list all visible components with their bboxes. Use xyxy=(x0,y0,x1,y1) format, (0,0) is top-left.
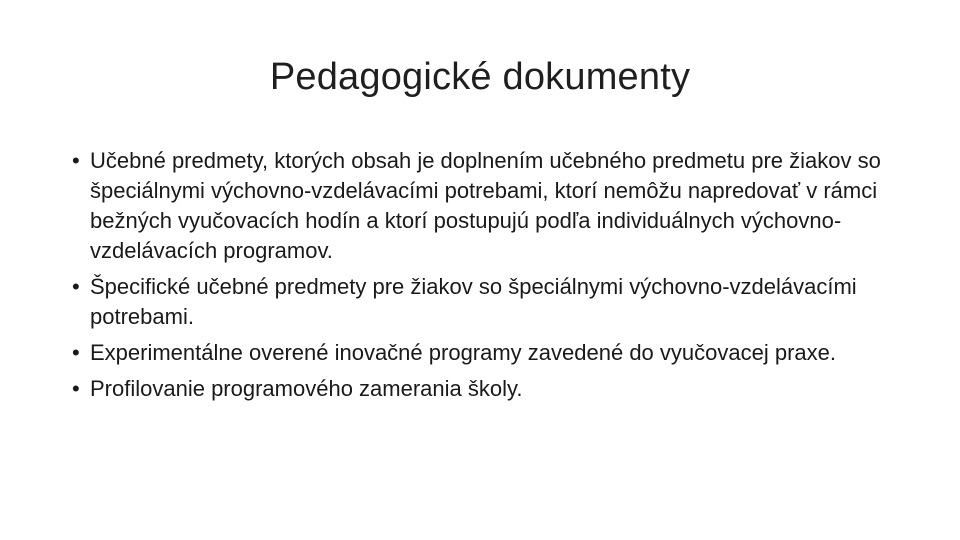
slide-title: Pedagogické dokumenty xyxy=(269,56,691,98)
bullet-dot-icon: • xyxy=(72,148,80,173)
bullet-item-3 xyxy=(72,338,902,368)
bullet-list xyxy=(72,146,902,404)
bullet-text-3: Experimentálne overené inovačné programy zavedené do vyučovacej praxe. xyxy=(90,340,836,365)
bullet-dot-icon: • xyxy=(72,376,80,401)
slide-content xyxy=(72,146,902,410)
bullet-item-4 xyxy=(72,374,902,404)
bullet-item-2 xyxy=(72,272,902,332)
bullet-text-4: Profilovanie programového zamerania školy. xyxy=(90,376,523,401)
bullet-text-2: Špecifické učebné predmety pre žiakov so špeciálnymi výchovno-vzdelávacími potrebami. xyxy=(90,274,857,329)
bullet-dot-icon: • xyxy=(72,274,80,299)
bullet-item-1 xyxy=(72,146,902,266)
bullet-dot-icon: • xyxy=(72,340,80,365)
bullet-text-1: Učebné predmety, ktorých obsah je doplnením učebného predmetu pre žiakov so špeciálnymi výchovno-vzdelávacími potrebami, ktorí nemôžu napredovať v rámci bežných vyučovacích hodín a ktorí postupujú podľa individuálnych výchovno-vzdelávacích programov. xyxy=(90,148,881,263)
